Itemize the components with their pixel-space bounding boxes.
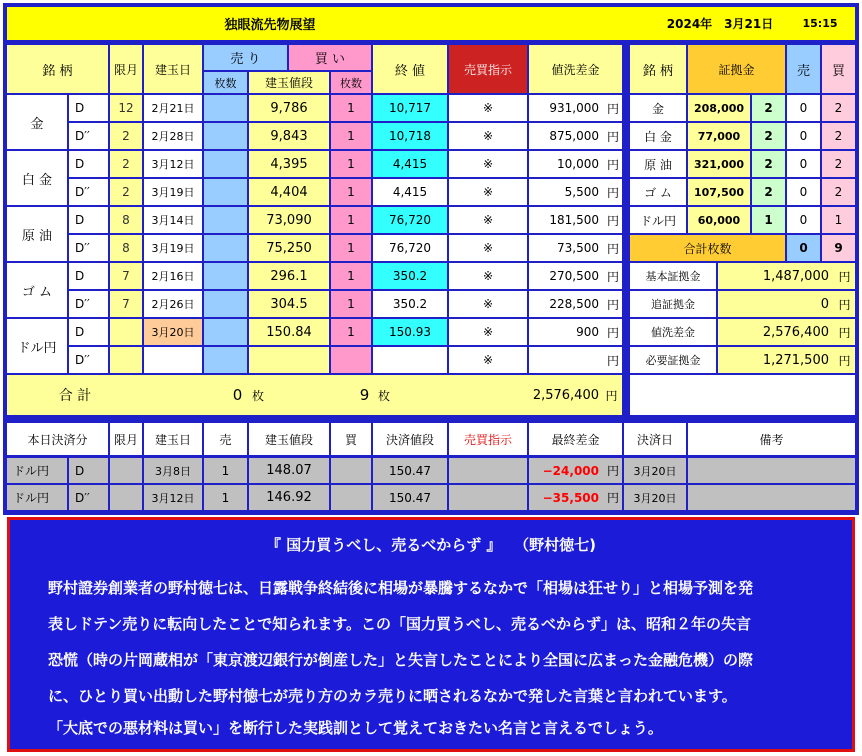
row-signal: ※	[449, 235, 527, 261]
settled-row-unit: 円	[604, 485, 622, 510]
margin-row-sell: 0	[787, 179, 820, 205]
row-month: D′′	[69, 179, 108, 205]
row-close	[373, 347, 447, 373]
row-price	[249, 347, 329, 373]
row-close: 150.93	[373, 319, 447, 345]
total-label: 合 計	[30, 380, 120, 410]
margin-row-sell: 0	[787, 123, 820, 149]
row-gengetsu: 2	[110, 123, 142, 149]
row-name: ドル円	[7, 319, 67, 373]
row-date: 3月20日	[144, 319, 202, 345]
row-buy-qty: 1	[331, 123, 371, 149]
margin-row-sell: 0	[787, 207, 820, 233]
row-name: 原 油	[7, 207, 67, 261]
summary-value: 1,487,000	[718, 263, 835, 289]
col-gengetsu: 限月	[110, 45, 142, 93]
row-name: 白 金	[7, 151, 67, 205]
margin-total-buy: 9	[822, 235, 855, 261]
margin-row-name: 原 油	[630, 151, 686, 177]
settled-row-sday: 3月20日	[624, 485, 686, 510]
settled-col-uri: 売	[204, 423, 247, 455]
settled-row-gen	[110, 458, 142, 483]
row-month: D′′	[69, 347, 108, 373]
memo-line: 恐慌（時の片岡蔵相が「東京渡辺銀行が倒産した」と失言したことにより全国に広まった金融危機）の際	[48, 651, 754, 669]
row-price: 73,090	[249, 207, 329, 233]
row-sell-qty	[204, 319, 247, 345]
row-sell-qty	[204, 291, 247, 317]
margin-row-name: 白 金	[630, 123, 686, 149]
margin-total-sell: 0	[787, 235, 820, 261]
row-diff: 900	[529, 319, 605, 345]
margin-total-label: 合計枚数	[630, 235, 785, 261]
settled-row-buy	[331, 458, 371, 483]
row-sell-qty	[204, 95, 247, 121]
settled-row-sell: 1	[204, 485, 247, 510]
row-diff-unit: 円	[604, 123, 622, 149]
settled-col-kai: 買	[331, 423, 371, 455]
settled-row-date: 3月12日	[144, 485, 202, 510]
summary-unit: 円	[834, 319, 855, 345]
summary-value: 0	[718, 291, 835, 317]
row-sell-qty	[204, 347, 247, 373]
margin-row-buy: 2	[822, 179, 855, 205]
row-gengetsu: 12	[110, 95, 142, 121]
col-tate-price: 建玉値段	[249, 72, 329, 93]
row-diff	[529, 347, 605, 373]
margin-row-name: 金	[630, 95, 686, 121]
row-sell-qty	[204, 123, 247, 149]
margin-row-buy: 2	[822, 123, 855, 149]
margin-row-buy: 2	[822, 151, 855, 177]
settled-row-name: ドル円	[7, 458, 67, 483]
settled-row-name: ドル円	[7, 485, 67, 510]
row-price: 4,404	[249, 179, 329, 205]
settled-row-final: −35,500	[529, 485, 605, 510]
row-diff-unit: 円	[604, 207, 622, 233]
memo-panel	[7, 517, 855, 752]
row-buy-qty: 1	[331, 179, 371, 205]
row-month: D	[69, 95, 108, 121]
margin-row-count: 2	[752, 179, 785, 205]
settled-row-unit: 円	[604, 458, 622, 483]
row-gengetsu: 2	[110, 151, 142, 177]
row-diff-unit: 円	[604, 263, 622, 289]
row-month: D′′	[69, 291, 108, 317]
summary-label: 値洗差金	[630, 319, 716, 345]
row-diff-unit: 円	[604, 291, 622, 317]
margin-row-count: 2	[752, 95, 785, 121]
settled-row-price: 148.07	[249, 458, 329, 483]
row-diff: 5,500	[529, 179, 605, 205]
row-month: D′′	[69, 123, 108, 149]
summary-value: 1,271,500	[718, 347, 835, 373]
margin-row-name: ゴ ム	[630, 179, 686, 205]
memo-line: 野村證券創業者の野村徳七は、日露戦争終結後に相場が暴騰するなかで「相場は狂せり」と相場予測を発	[48, 579, 754, 597]
margin-row-count: 2	[752, 151, 785, 177]
row-diff-unit: 円	[604, 151, 622, 177]
col-tateday: 建玉日	[144, 45, 202, 93]
row-sell-qty	[204, 207, 247, 233]
row-price: 150.84	[249, 319, 329, 345]
summary-value: 2,576,400	[718, 319, 835, 345]
row-price: 75,250	[249, 235, 329, 261]
row-diff-unit: 円	[604, 319, 622, 345]
row-month: D	[69, 319, 108, 345]
memo-line: 「大底での悪材料は買い」を断行した実践訓として覚えておきたい名言と言えるでしょう。	[48, 719, 663, 737]
col-maisu-sell: 枚数	[204, 72, 247, 93]
summary-unit: 円	[834, 263, 855, 289]
row-diff: 181,500	[529, 207, 605, 233]
col-signal: 売買指示	[449, 45, 527, 93]
row-name: 金	[7, 95, 67, 149]
margin-row-name: ドル円	[630, 207, 686, 233]
settled-row-final: −24,000	[529, 458, 605, 483]
row-name: ゴ ム	[7, 263, 67, 317]
settled-row-signal	[449, 485, 527, 510]
row-signal: ※	[449, 291, 527, 317]
row-diff-unit: 円	[604, 347, 622, 373]
settled-row-gen	[110, 485, 142, 510]
row-sell-qty	[204, 179, 247, 205]
row-signal: ※	[449, 179, 527, 205]
settled-row-note	[688, 485, 855, 510]
row-close: 350.2	[373, 291, 447, 317]
settled-col-note: 備考	[688, 423, 855, 455]
total-sell: 0	[215, 380, 260, 410]
row-date: 2月16日	[144, 263, 202, 289]
row-buy-qty: 1	[331, 291, 371, 317]
margin-col-meigara: 銘 柄	[630, 45, 686, 93]
settled-row-month: D	[69, 458, 108, 483]
row-signal: ※	[449, 263, 527, 289]
row-diff: 270,500	[529, 263, 605, 289]
row-month: D	[69, 263, 108, 289]
margin-row-amount: 208,000	[688, 95, 750, 121]
row-close: 10,718	[373, 123, 447, 149]
row-close: 4,415	[373, 151, 447, 177]
margin-blank	[630, 375, 855, 415]
row-price: 304.5	[249, 291, 329, 317]
row-close: 4,415	[373, 179, 447, 205]
memo-title: 『 国力買うべし、売るべからず 』 （野村徳七)	[265, 536, 597, 554]
settled-row-settle: 150.47	[373, 458, 447, 483]
row-signal: ※	[449, 123, 527, 149]
row-diff-unit: 円	[604, 179, 622, 205]
row-diff-unit: 円	[604, 235, 622, 261]
row-gengetsu	[110, 347, 142, 373]
row-date: 3月14日	[144, 207, 202, 233]
margin-row-count: 1	[752, 207, 785, 233]
summary-unit: 円	[834, 291, 855, 317]
col-uri: 売 り	[204, 45, 287, 70]
settled-col-final: 最終差金	[529, 423, 622, 455]
row-signal: ※	[449, 207, 527, 233]
settled-row-buy	[331, 485, 371, 510]
row-close: 350.2	[373, 263, 447, 289]
margin-row-count: 2	[752, 123, 785, 149]
total-diff-unit: 円	[603, 380, 620, 410]
summary-unit: 円	[834, 347, 855, 373]
row-diff: 228,500	[529, 291, 605, 317]
row-sell-qty	[204, 263, 247, 289]
margin-row-buy: 2	[822, 95, 855, 121]
row-gengetsu: 7	[110, 263, 142, 289]
margin-row-amount: 321,000	[688, 151, 750, 177]
settled-col-sday: 決済日	[624, 423, 686, 455]
row-buy-qty: 1	[331, 263, 371, 289]
row-price: 9,843	[249, 123, 329, 149]
row-date: 3月19日	[144, 235, 202, 261]
row-date: 2月26日	[144, 291, 202, 317]
row-close: 76,720	[373, 207, 447, 233]
margin-row-sell: 0	[787, 151, 820, 177]
margin-row-amount: 60,000	[688, 207, 750, 233]
summary-label: 基本証拠金	[630, 263, 716, 289]
row-signal: ※	[449, 95, 527, 121]
report-time: 15:15	[795, 11, 845, 35]
col-meigara: 銘 柄	[7, 45, 108, 93]
margin-row-amount: 107,500	[688, 179, 750, 205]
row-buy-qty: 1	[331, 207, 371, 233]
col-diff: 値洗差金	[529, 45, 622, 93]
report-date: 2024年 3月21日	[655, 11, 785, 35]
row-signal: ※	[449, 319, 527, 345]
row-diff: 931,000	[529, 95, 605, 121]
row-signal: ※	[449, 347, 527, 373]
row-diff: 875,000	[529, 123, 605, 149]
row-buy-qty: 1	[331, 95, 371, 121]
settled-row-note	[688, 458, 855, 483]
margin-col-kai: 買	[822, 45, 855, 93]
summary-label: 追証拠金	[630, 291, 716, 317]
col-owarine: 終 値	[373, 45, 447, 93]
row-close: 10,717	[373, 95, 447, 121]
row-date	[144, 347, 202, 373]
settled-row-sday: 3月20日	[624, 458, 686, 483]
page-title: 独眼流先物展望	[180, 11, 360, 35]
row-buy-qty	[331, 347, 371, 373]
row-price: 9,786	[249, 95, 329, 121]
row-buy-qty: 1	[331, 235, 371, 261]
col-maisu-buy: 枚数	[331, 72, 371, 93]
row-gengetsu	[110, 319, 142, 345]
row-gengetsu: 7	[110, 291, 142, 317]
memo-line: に、ひとり買い出動した野村徳七が売り方のカラ売りに晒されるなかで発した言葉と言われています。	[48, 687, 737, 705]
row-date: 2月21日	[144, 95, 202, 121]
total-buy: 9	[342, 380, 387, 410]
row-date: 2月28日	[144, 123, 202, 149]
summary-label: 必要証拠金	[630, 347, 716, 373]
settled-col-date: 建玉日	[144, 423, 202, 455]
total-sell-unit: 枚	[248, 380, 268, 410]
row-buy-qty: 1	[331, 319, 371, 345]
settled-col-signal: 売買指示	[449, 423, 527, 455]
margin-row-amount: 77,000	[688, 123, 750, 149]
row-gengetsu: 8	[110, 207, 142, 233]
row-close: 76,720	[373, 235, 447, 261]
row-price: 296.1	[249, 263, 329, 289]
row-sell-qty	[204, 151, 247, 177]
row-gengetsu: 2	[110, 179, 142, 205]
row-price: 4,395	[249, 151, 329, 177]
settled-row-month: D′′	[69, 485, 108, 510]
settled-col-gen: 限月	[110, 423, 142, 455]
margin-col-uri: 売	[787, 45, 820, 93]
row-signal: ※	[449, 151, 527, 177]
row-diff-unit: 円	[604, 95, 622, 121]
row-date: 3月19日	[144, 179, 202, 205]
total-diff: 2,576,400	[500, 380, 605, 410]
settled-row-price: 146.92	[249, 485, 329, 510]
settled-row-date: 3月8日	[144, 458, 202, 483]
total-buy-unit: 枚	[374, 380, 394, 410]
row-month: D′′	[69, 235, 108, 261]
row-month: D	[69, 207, 108, 233]
row-buy-qty: 1	[331, 151, 371, 177]
settled-col-price: 建玉値段	[249, 423, 329, 455]
settled-col-settle: 決済値段	[373, 423, 447, 455]
col-kai: 買 い	[289, 45, 371, 70]
row-gengetsu: 8	[110, 235, 142, 261]
settled-title: 本日決済分	[7, 423, 108, 455]
memo-line: 表しドテン売りに転向したことで知られます。この「国力買うべし、売るべからず」は、昭和２年の失言	[48, 615, 752, 633]
margin-row-sell: 0	[787, 95, 820, 121]
row-sell-qty	[204, 235, 247, 261]
settled-row-settle: 150.47	[373, 485, 447, 510]
row-diff: 10,000	[529, 151, 605, 177]
settled-row-signal	[449, 458, 527, 483]
row-diff: 73,500	[529, 235, 605, 261]
margin-row-buy: 1	[822, 207, 855, 233]
row-month: D	[69, 151, 108, 177]
settled-row-sell: 1	[204, 458, 247, 483]
margin-col-shoko: 証拠金	[688, 45, 785, 93]
row-date: 3月12日	[144, 151, 202, 177]
